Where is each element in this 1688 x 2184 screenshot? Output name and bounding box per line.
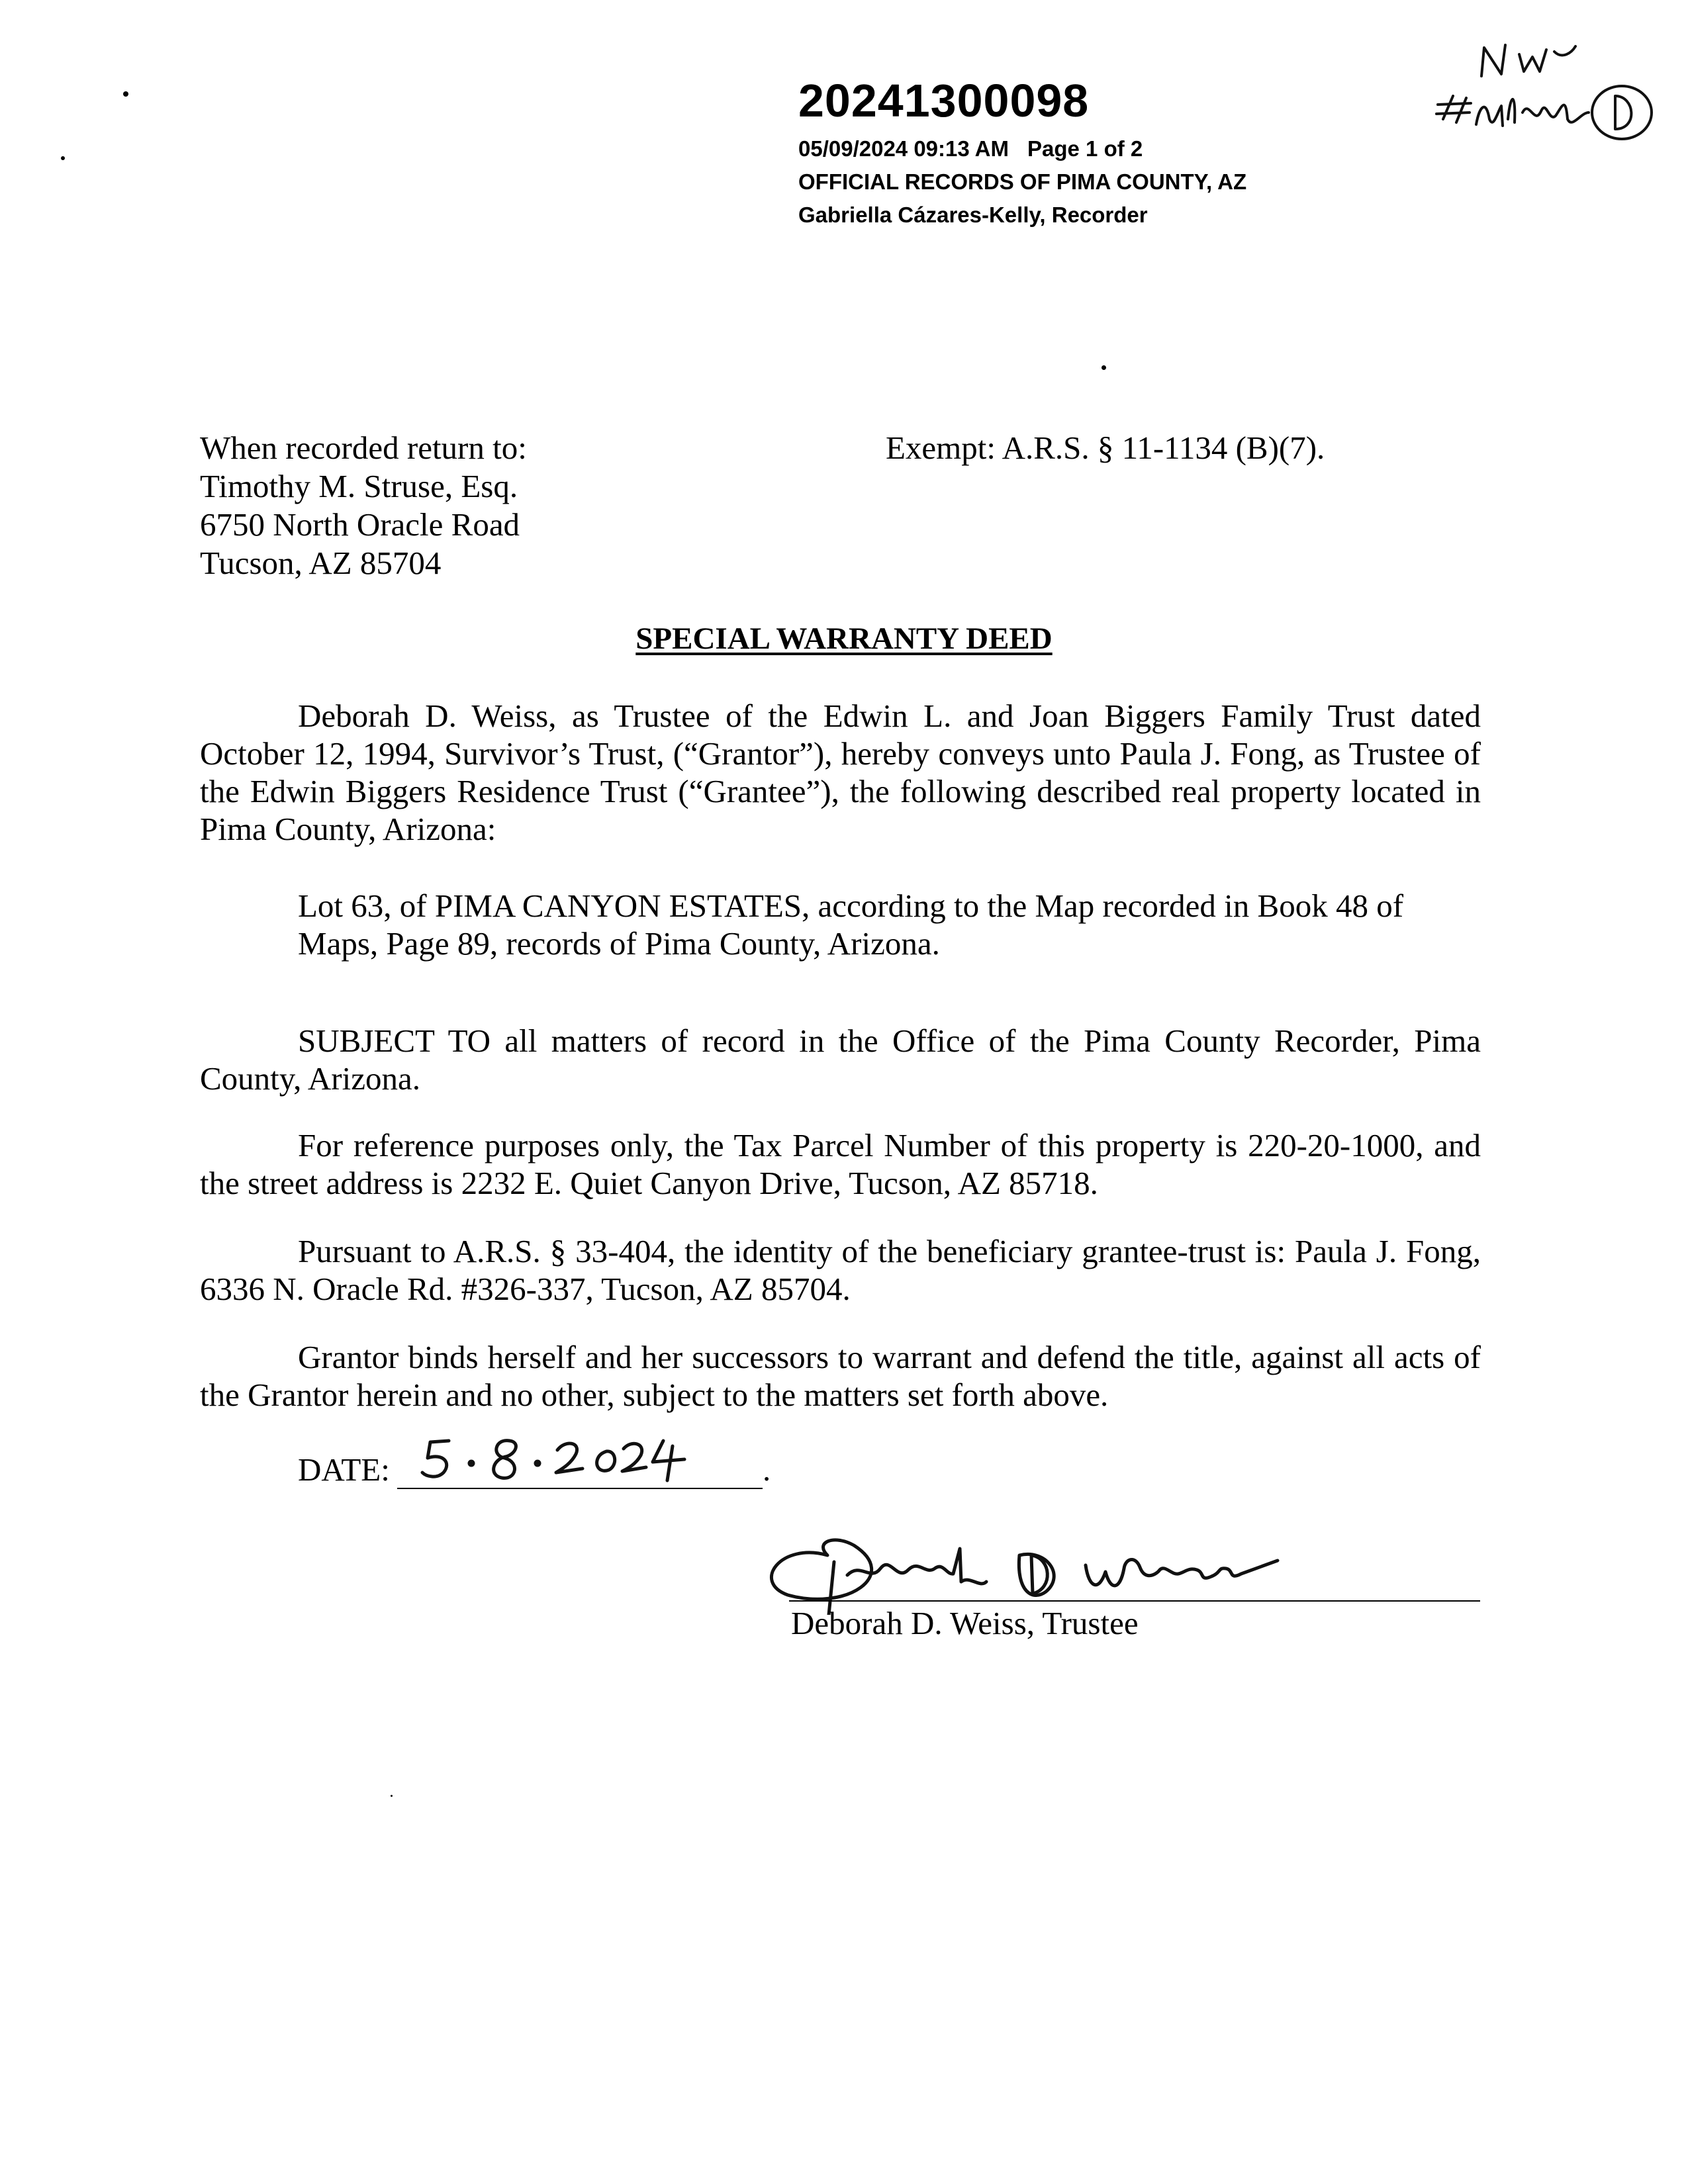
conveyance-paragraph: Deborah D. Weiss, as Trustee of the Edwin L. and Joan Biggers Family Trust dated October 12, 1994, Survivor’s Trust, (“Grantor”), hereby conveys unto Paula J. Fong, as Trustee of the Edwin Biggers Residence Trust (“Grantee”), the following described real property located in Pima County, Arizona: [200,698,1481,847]
legal-description: Lot 63, of PIMA CANYON ESTATES, according to the Map recorded in Book 48 of Maps, Page 89, records of Pima County, Arizona. [298,887,1404,962]
exempt-statement: Exempt: A.R.S. § 11-1134 (B)(7). [886,430,1325,466]
hand-D-stroke [1615,96,1631,129]
scan-speck [123,91,128,97]
date-period: . [763,1451,771,1488]
reference-paragraph: For reference purposes only, the Tax Parcel Number of this property is 220-20-1000, and the street address is 2232 E. Quiet Canyon Drive, Tucson, AZ 85718. [200,1127,1481,1201]
handwritten-signature [755,1509,1350,1615]
beneficiary-paragraph: Pursuant to A.R.S. § 33-404, the identity of the beneficiary grantee-trust is: Paula J. Fong, 6336 N. Oracle Rd. #326-337, Tucson, AZ 85704. [200,1233,1481,1307]
document-title: SPECIAL WARRANTY DEED [635,621,1053,656]
hand-word-stroke [1476,99,1589,126]
recording-datetime-line [798,136,1143,161]
return-city: Tucson, AZ 85704 [200,545,442,581]
recorder-name: Gabriella Cázares-Kelly, Recorder [798,203,1148,227]
hand-tail-stroke [1554,46,1575,55]
handwritten-note [1423,13,1668,165]
signature-line [789,1600,1480,1602]
warranty-paragraph: Grantor binds herself and her successors to warrant and defend the title, against all acts of the Grantor herein and no other, subject to the matters set forth above. [200,1339,1481,1413]
scan-speck [391,1795,393,1797]
hand-circle-stroke [1592,86,1652,139]
hand-N-stroke [1481,45,1505,76]
return-address-block [200,429,527,582]
recording-number: 20241300098 [798,75,1090,126]
return-street: 6750 North Oracle Road [200,506,520,543]
handwritten-date [417,1426,695,1489]
signer-name: Deborah D. Weiss, Trustee [791,1605,1139,1641]
date-label: DATE: [298,1451,390,1488]
recording-datetime: 05/09/2024 09:13 AM [798,136,1009,161]
return-name: Timothy M. Struse, Esq. [200,468,518,504]
recording-office: OFFICIAL RECORDS OF PIMA COUNTY, AZ [798,169,1247,194]
scan-speck [1102,365,1106,370]
return-heading: When recorded return to: [200,430,527,466]
subject-to-paragraph: SUBJECT TO all matters of record in the Office of the Pima County Recorder, Pima County, Arizona. [200,1023,1481,1097]
hand-w-stroke [1519,50,1546,71]
recording-page: Page 1 of 2 [1027,136,1143,161]
scan-speck [61,156,65,160]
hand-hash-stroke [1436,96,1471,122]
